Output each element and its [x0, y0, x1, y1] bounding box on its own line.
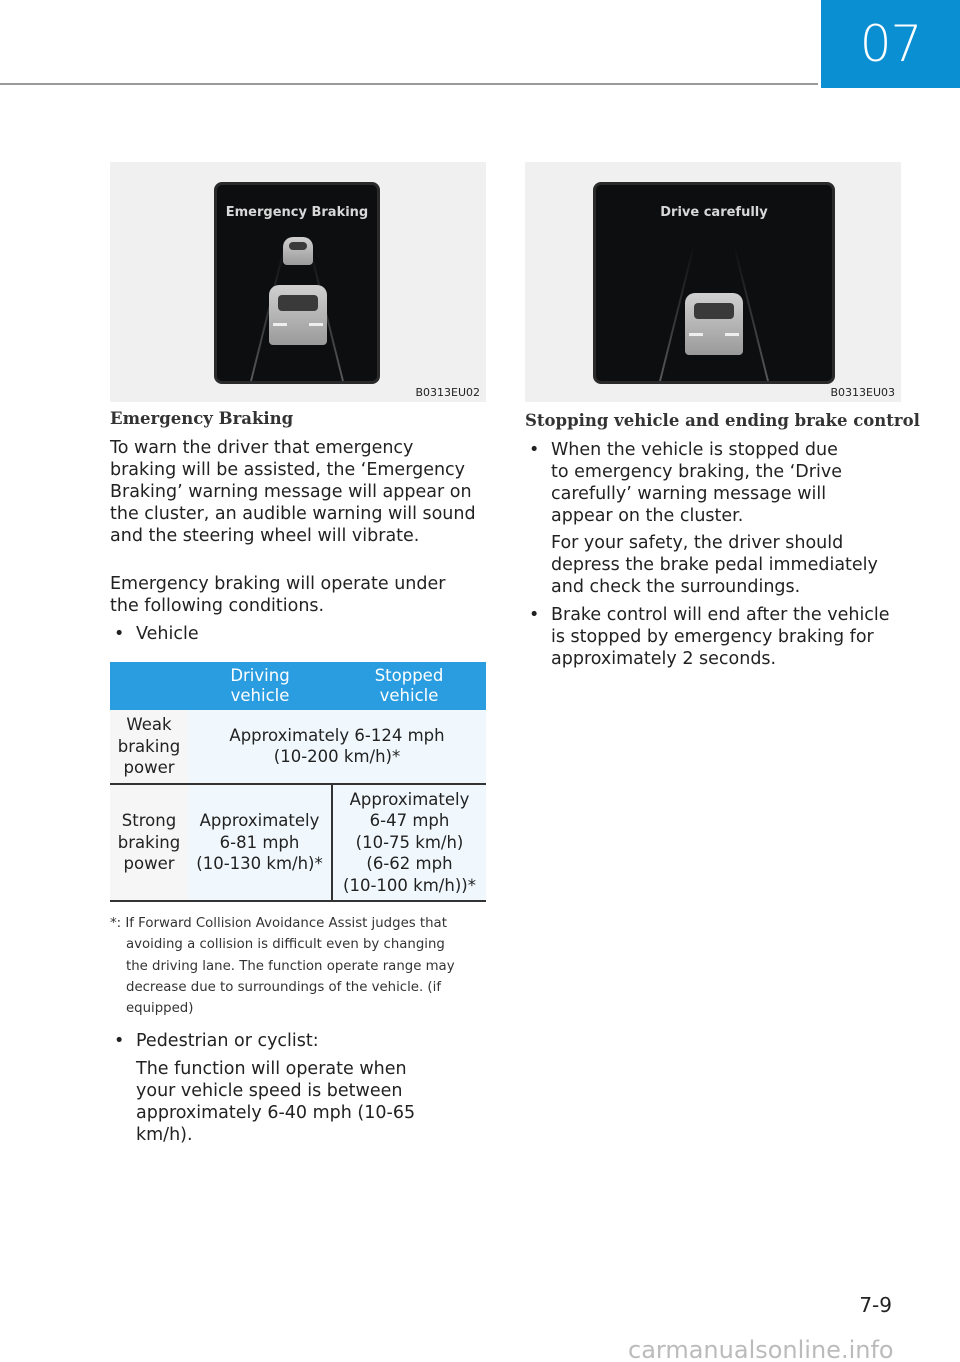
pedestrian-paragraph: The function will operate when your vehicle speed is between approximately 6-40 mph (10-65 km/h). — [136, 1059, 416, 1145]
bullet-brake-end: • Brake control will end after the vehicle is stopped by emergency braking for approximately 2 seconds. — [529, 605, 890, 669]
row-label-strong: Strong braking power — [110, 784, 188, 902]
figure-code: B0313EU02 — [415, 386, 480, 399]
bullet-stopped: • When the vehicle is stopped due to emergency braking, the ‘Drive carefully’ warning message will appear on the cluster. — [529, 440, 842, 526]
row-label-weak: Weak braking power — [110, 710, 188, 784]
bullet-vehicle: • Vehicle — [114, 624, 199, 644]
screen-title: Drive carefully — [660, 205, 768, 220]
figure-drive-carefully — [525, 162, 901, 402]
figure-code: B0313EU03 — [830, 386, 895, 399]
bullet-pedestrian: • Pedestrian or cyclist: — [114, 1031, 319, 1051]
screen-title: Emergency Braking — [225, 205, 369, 220]
table-header-stopped: Stopped vehicle — [332, 662, 486, 710]
section-heading-stopping: Stopping vehicle and ending brake control — [525, 411, 920, 430]
own-car-icon — [685, 293, 743, 355]
table-header-blank — [110, 662, 188, 710]
intro-paragraph: To warn the driver that emergency braking will be assisted, the ‘Emergency Braking’ warning message will appear on the cluster, an audible warning will sound and the steering wheel will vibrate. — [110, 438, 476, 546]
own-car-icon — [269, 285, 327, 345]
header-rule — [0, 83, 818, 85]
watermark: carmanualsonline.info — [628, 1336, 894, 1362]
figure-emergency-braking — [110, 162, 486, 402]
cluster-screen — [214, 182, 380, 384]
cell-strong-driving: Approximately 6-81 mph (10-130 km/h)* — [188, 784, 332, 902]
operating-speed-table — [110, 662, 486, 902]
front-car-icon — [283, 237, 313, 265]
chapter-tab: 07 — [821, 0, 960, 88]
conditions-paragraph: Emergency braking will operate under the following conditions. — [110, 574, 446, 616]
table-header-driving: Driving vehicle — [188, 662, 332, 710]
cluster-screen — [593, 182, 835, 384]
safety-paragraph: For your safety, the driver should depress the brake pedal immediately and check the surroundings. — [551, 533, 878, 597]
page-number: 7-9 — [859, 1293, 892, 1317]
section-heading-emergency-braking: Emergency Braking — [110, 409, 294, 428]
cell-strong-stopped: Approximately 6-47 mph (10-75 km/h) (6-62 mph (10-100 km/h))* — [332, 784, 486, 902]
table-footnote: *: If Forward Collision Avoidance Assist judges that avoiding a collision is difficult even by changing the driving lane. The function operate range may decrease due to surroundings of the vehicle. (if equipped) — [110, 916, 455, 1017]
cell-weak-value: Approximately 6-124 mph (10-200 km/h)* — [188, 710, 486, 784]
